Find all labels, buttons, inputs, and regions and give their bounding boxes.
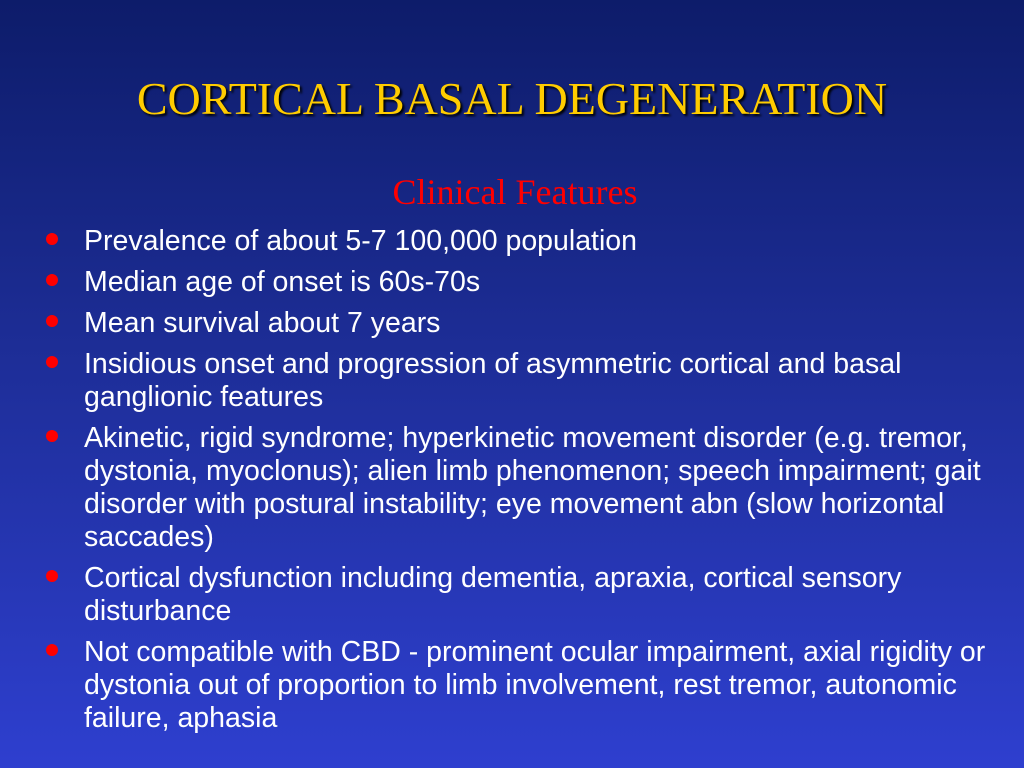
bullet-text: Mean survival about 7 years [84, 307, 441, 339]
bullet-item [0, 422, 1000, 554]
bullet-dot-icon [46, 315, 58, 327]
bullet-dot-icon [46, 570, 58, 582]
bullet-item [0, 348, 1000, 414]
bullet-text: Cortical dysfunction including dementia, apraxia, cortical sensory disturbance [84, 562, 902, 627]
bullet-dot-icon [46, 233, 58, 245]
bullet-dot-icon [46, 430, 58, 442]
bullet-dot-icon [46, 644, 58, 656]
bullet-dot-icon [46, 274, 58, 286]
bullet-text: Prevalence of about 5-7 100,000 population [84, 225, 638, 257]
bullet-text: Not compatible with CBD - prominent ocular impairment, axial rigidity or dystonia out of proportion to limb involvement, rest tremor, autonomic failure, aphasia [84, 636, 986, 734]
bullet-item [0, 562, 1000, 628]
bullet-item [0, 636, 1000, 735]
bullet-item [0, 266, 1000, 299]
bullet-text: Median age of onset is 60s-70s [84, 266, 481, 298]
bullet-text: Akinetic, rigid syndrome; hyperkinetic movement disorder (e.g. tremor, dystonia, myoclonus); alien limb phenomenon; speech impairment; gait disorder with postural instability; eye movement abn (slow horizontal saccades) [84, 422, 981, 553]
bullet-item [0, 307, 1000, 340]
bullet-text: Insidious onset and progression of asymmetric cortical and basal ganglionic features [84, 348, 902, 413]
slide-subtitle: Clinical Features [392, 172, 638, 212]
slide-title: CORTICAL BASAL DEGENERATION [136, 73, 888, 124]
bullet-item [0, 225, 1000, 258]
bullet-list [0, 225, 1000, 743]
bullet-dot-icon [46, 356, 58, 368]
